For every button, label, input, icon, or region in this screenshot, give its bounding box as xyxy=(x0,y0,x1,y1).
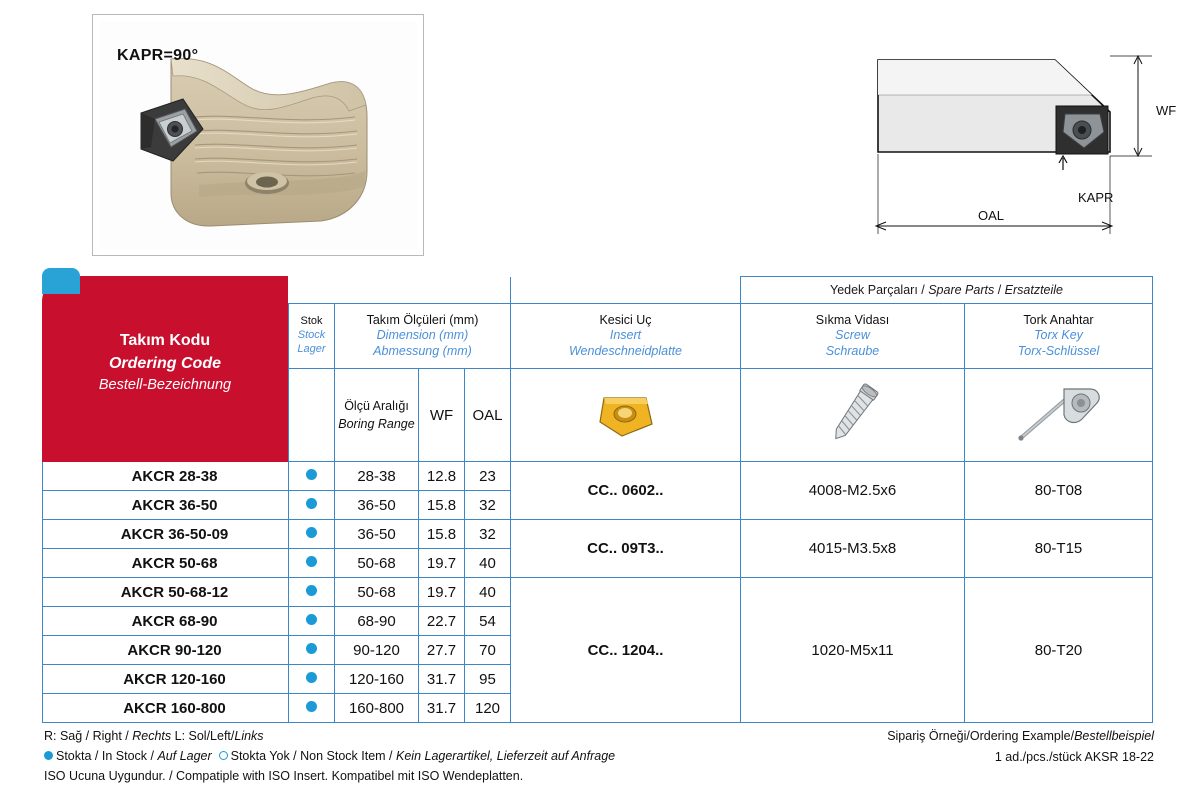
row-code: AKCR 120-160 xyxy=(43,665,289,694)
row-range: 90-120 xyxy=(335,636,419,665)
insert-spacer xyxy=(511,277,741,304)
group-torx: 80-T20 xyxy=(965,578,1153,723)
ordering-example xyxy=(734,728,1154,770)
col-dimension-tr: Takım Ölçüleri (mm) xyxy=(366,312,479,327)
col-dimension-header xyxy=(335,304,511,369)
col-stock-header xyxy=(289,304,335,369)
col-torx-tr: Tork Anahtar xyxy=(1023,312,1094,327)
boring-range-tr: Ölçü Aralığı xyxy=(344,399,409,413)
screw-icon-cell xyxy=(741,369,965,462)
row-stock xyxy=(289,549,335,578)
col-torx-en: Torx Key xyxy=(1034,328,1083,343)
torx-key-icon xyxy=(1004,379,1114,449)
row-stock xyxy=(289,491,335,520)
ordering-example-title-text: Sipariş Örneği/Ordering Example/ xyxy=(887,729,1075,743)
group-torx: 80-T15 xyxy=(965,520,1153,578)
col-insert-de: Wendeschneidplatte xyxy=(568,343,683,358)
row-code: AKCR 36-50-09 xyxy=(43,520,289,549)
row-code: AKCR 160-800 xyxy=(43,694,289,723)
footer-hand-b-it: Links xyxy=(234,729,264,743)
ordering-code-de: Bestell-Bezeichnung xyxy=(98,377,232,394)
group-insert: CC.. 09T3.. xyxy=(511,520,741,578)
sep2: / xyxy=(994,283,1005,297)
row-stock xyxy=(289,607,335,636)
ordering-example-value: 1 ad./pcs./stück AKSR 18-22 xyxy=(994,749,1154,764)
ordering-code-tr: Takım Kodu xyxy=(119,332,211,349)
spare-parts-header xyxy=(741,277,1153,304)
row-stock xyxy=(289,462,335,491)
product-photo-inner xyxy=(99,21,417,249)
row-wf: 12.8 xyxy=(419,462,465,491)
footer-hand-a: R: Sağ / Right / xyxy=(44,729,133,743)
row-wf: 15.8 xyxy=(419,520,465,549)
group-screw: 4008-M2.5x6 xyxy=(741,462,965,520)
ordering-example-title xyxy=(734,728,1154,745)
in-stock-dot xyxy=(306,556,317,567)
row-code: AKCR 36-50 xyxy=(43,491,289,520)
table-row[interactable] xyxy=(43,462,1153,491)
col-stock-de: Lager xyxy=(297,342,326,355)
sep1: / xyxy=(917,283,929,297)
technical-drawing xyxy=(860,20,1180,250)
row-wf: 31.7 xyxy=(419,665,465,694)
ordering-code-en: Ordering Code xyxy=(108,355,221,373)
col-boring-range-header xyxy=(335,369,419,462)
row-stock xyxy=(289,578,335,607)
row-range: 160-800 xyxy=(335,694,419,723)
ordering-example-title-it: Bestellbeispiel xyxy=(1074,729,1154,743)
row-oal: 23 xyxy=(465,462,511,491)
technical-drawing-svg xyxy=(860,20,1180,250)
in-stock-dot xyxy=(306,701,317,712)
col-dimension-en: Dimension (mm) xyxy=(376,328,469,343)
col-dimension-de: Abmessung (mm) xyxy=(373,343,472,358)
ordering-code-block xyxy=(42,276,288,462)
table-row[interactable] xyxy=(43,578,1153,607)
group-insert: CC.. 1204.. xyxy=(511,578,741,723)
col-oal-header: OAL xyxy=(465,369,511,462)
col-insert-tr: Kesici Uç xyxy=(599,312,652,327)
insert-icon-cell xyxy=(511,369,741,462)
stock-sub-blank xyxy=(289,369,335,462)
row-range: 68-90 xyxy=(335,607,419,636)
row-wf: 31.7 xyxy=(419,694,465,723)
row-oal: 40 xyxy=(465,578,511,607)
product-photo xyxy=(92,14,424,256)
footer-stock-no: Stokta Yok / Non Stock Item / xyxy=(230,748,393,763)
oal-dimension-label: OAL xyxy=(978,208,1005,223)
row-range: 50-68 xyxy=(335,578,419,607)
row-range: 28-38 xyxy=(335,462,419,491)
row-stock xyxy=(289,520,335,549)
row-oal: 40 xyxy=(465,549,511,578)
col-insert-header xyxy=(511,304,741,369)
row-code: AKCR 68-90 xyxy=(43,607,289,636)
row-range: 36-50 xyxy=(335,520,419,549)
spare-parts-tr: Yedek Parçaları xyxy=(830,283,918,297)
footer-stock-yes-it: Auf Lager xyxy=(157,748,212,763)
row-oal: 54 xyxy=(465,607,511,636)
group-torx: 80-T08 xyxy=(965,462,1153,520)
col-screw-header xyxy=(741,304,965,369)
group-insert: CC.. 0602.. xyxy=(511,462,741,520)
in-stock-legend-dot xyxy=(44,751,53,760)
row-oal: 120 xyxy=(465,694,511,723)
dim-spacer xyxy=(289,277,511,304)
footer xyxy=(44,728,1154,788)
row-range: 50-68 xyxy=(335,549,419,578)
in-stock-dot xyxy=(306,527,317,538)
footer-iso-line: ISO Ucuna Uygundur. / Compatiple with ISO Insert. Kompatibel mit ISO Wendeplatten. xyxy=(44,768,524,783)
row-wf: 15.8 xyxy=(419,491,465,520)
wf-dimension-label: WF xyxy=(1156,103,1177,118)
row-oal: 32 xyxy=(465,491,511,520)
col-screw-en: Screw xyxy=(835,328,870,343)
row-stock xyxy=(289,694,335,723)
boring-range-en: Boring Range xyxy=(338,417,415,431)
col-screw-de: Schraube xyxy=(825,343,880,358)
row-code: AKCR 50-68-12 xyxy=(43,578,289,607)
in-stock-dot xyxy=(306,614,317,625)
torx-icon-cell xyxy=(965,369,1153,462)
kapr-dimension-label: KAPR xyxy=(1078,190,1114,205)
footer-hand-b: L: Sol/Left/ xyxy=(171,729,235,743)
row-wf: 27.7 xyxy=(419,636,465,665)
row-stock xyxy=(289,665,335,694)
row-oal: 95 xyxy=(465,665,511,694)
row-code: AKCR 50-68 xyxy=(43,549,289,578)
non-stock-legend-dot xyxy=(219,751,228,760)
group-screw: 1020-M5x11 xyxy=(741,578,965,723)
footer-stock-yes: Stokta / In Stock / xyxy=(56,748,154,763)
row-range: 120-160 xyxy=(335,665,419,694)
in-stock-dot xyxy=(306,585,317,596)
footer-hand-a-it: Rechts xyxy=(132,729,172,743)
row-wf: 19.7 xyxy=(419,549,465,578)
in-stock-dot xyxy=(306,469,317,480)
insert-icon xyxy=(590,384,662,444)
row-code: AKCR 90-120 xyxy=(43,636,289,665)
col-stock-tr: Stok xyxy=(300,315,323,328)
in-stock-dot xyxy=(306,498,317,509)
row-wf: 22.7 xyxy=(419,607,465,636)
spare-parts-de: Ersatzteile xyxy=(1004,283,1064,297)
footer-stock-no-it: Kein Lagerartikel, Lieferzeit auf Anfrage xyxy=(396,748,616,763)
row-oal: 32 xyxy=(465,520,511,549)
row-oal: 70 xyxy=(465,636,511,665)
in-stock-dot xyxy=(306,643,317,654)
col-torx-header xyxy=(965,304,1153,369)
row-code: AKCR 28-38 xyxy=(43,462,289,491)
row-stock xyxy=(289,636,335,665)
in-stock-dot xyxy=(306,672,317,683)
corner-tab xyxy=(42,268,80,294)
spare-parts-en: Spare Parts xyxy=(928,283,995,297)
col-insert-en: Insert xyxy=(609,328,642,343)
group-screw: 4015-M3.5x8 xyxy=(741,520,965,578)
col-torx-de: Torx-Schlüssel xyxy=(1017,343,1100,358)
col-stock-en: Stock xyxy=(297,329,326,342)
screw-icon xyxy=(818,378,888,450)
row-range: 36-50 xyxy=(335,491,419,520)
table-row[interactable] xyxy=(43,520,1153,549)
kapr-angle-label: KAPR=90° xyxy=(117,47,199,64)
col-screw-tr: Sıkma Vidası xyxy=(815,312,890,327)
col-wf-header: WF xyxy=(419,369,465,462)
row-wf: 19.7 xyxy=(419,578,465,607)
